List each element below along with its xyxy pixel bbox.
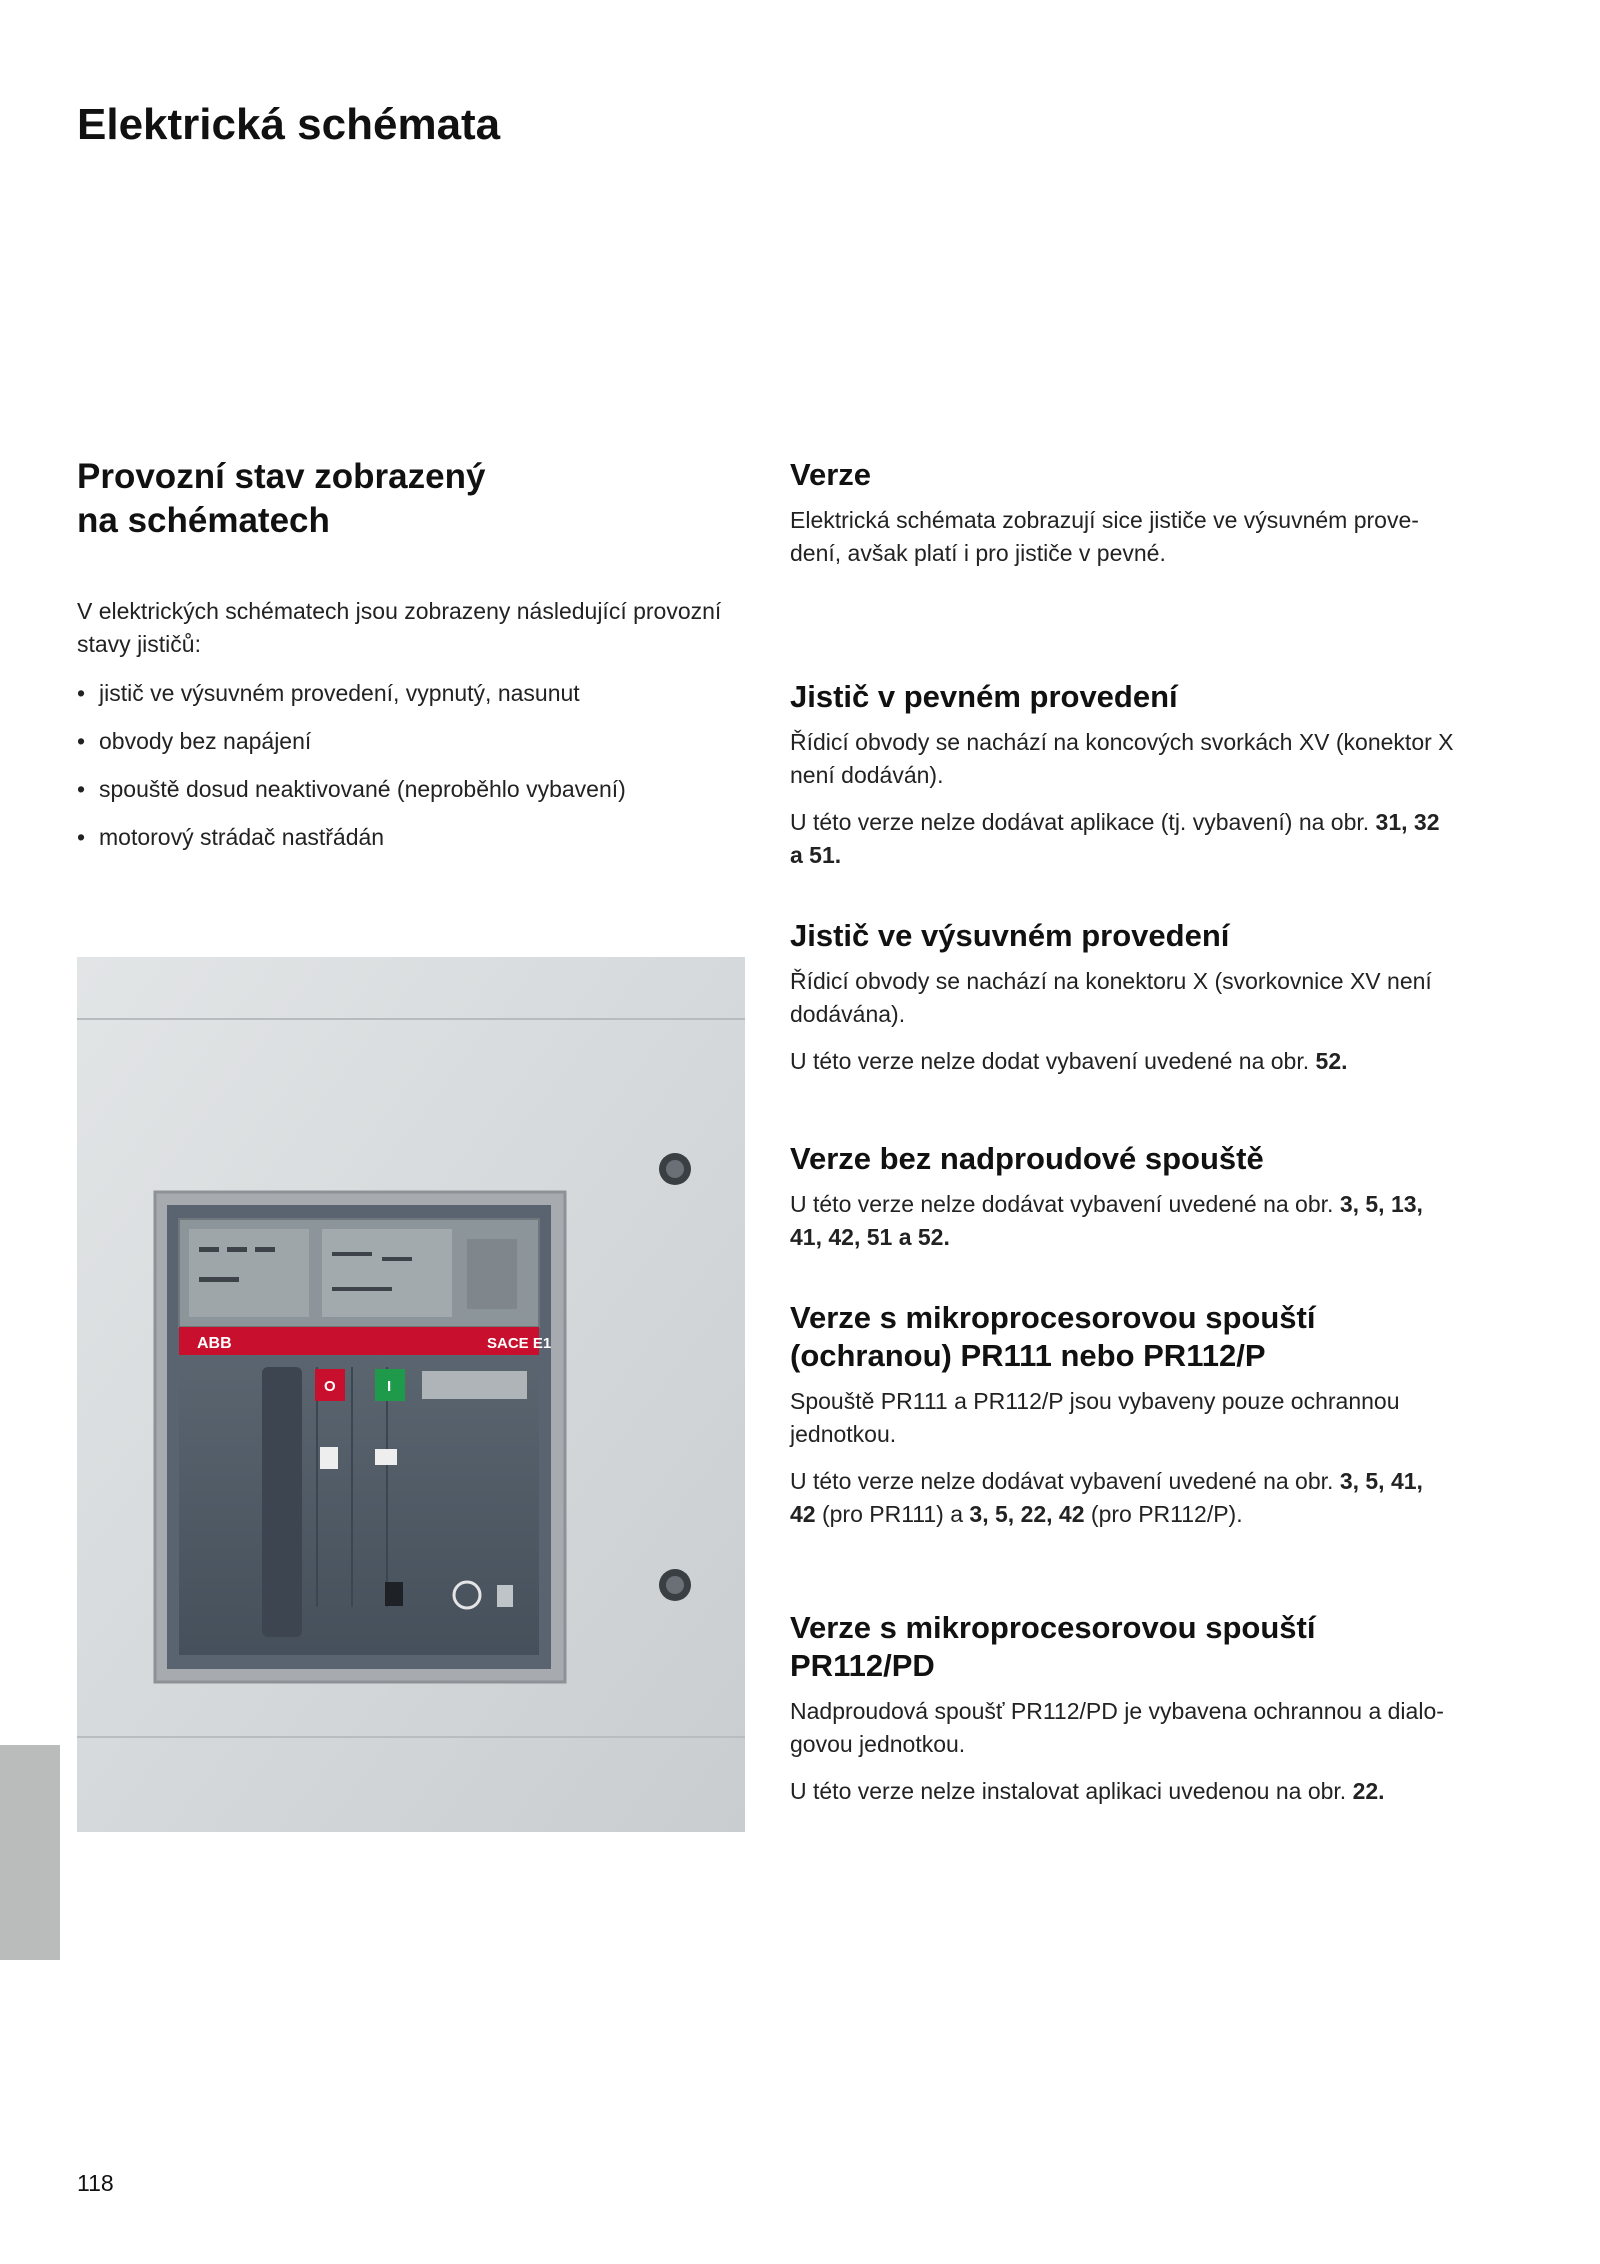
list-item: • motorový strádač nastřádán [77,824,385,850]
withdrawable-text-1: Řídicí obvody se nachází na konektoru X (svorkovnice XV není dodávána). [790,968,1432,1027]
pr111-text-2: U této verze nelze dodávat vybavení uvedené na obr. 3, 5, 41, 42 (pro PR111) a 3, 5, 22, 42 (pro PR112/P). [790,1468,1423,1527]
page-title: Elektrická schémata [77,100,501,149]
screw-icon [659,1569,691,1601]
section-fixed [790,678,1462,886]
page-number: 118 [77,2170,114,2196]
section-versions [790,456,1462,584]
brand-band [179,1327,539,1355]
list-item: • obvody bez napájení [77,728,312,754]
fixed-text-1: Řídicí obvody se nachází na koncových svorkách XV (konektor X není dodáván). [790,729,1454,788]
abb-logo: ABB [197,1335,232,1352]
state-list [77,677,749,854]
operating-state-section [77,455,749,869]
intro-text: V elektrických schématech jsou zobrazeny následující provozní stavy jističů: [77,598,722,657]
model-label: SACE E1 [487,1335,552,1352]
pr112pd-text-2: U této verze nelze instalovat aplikaci uvedenou na obr. 22. [790,1778,1385,1804]
breaker-illustration [77,957,745,1832]
side-tab [0,1745,60,1960]
pr112pd-heading: Verze s mikroprocesorovou spouští PR112/PD [790,1610,1316,1683]
heading-line-1: Provozní stav zobrazený [77,457,486,496]
withdrawable-heading: Jistič ve výsuvném provedení [790,918,1230,953]
fixed-text-2: U této verze nelze dodávat aplikace (tj. vybavení) na obr. 31, 32 a 51. [790,809,1440,868]
pr111-heading: Verze s mikroprocesorovou spouští (ochranou) PR111 nebo PR112/P [790,1300,1316,1373]
versions-heading: Verze [790,457,872,492]
pr112pd-text-1: Nadproudová spoušť PR112/PD je vybavena ochrannou a dialo- govou jednotkou. [790,1698,1444,1757]
list-item: • jistič ve výsuvném provedení, vypnutý, nasunut [77,680,580,706]
fixed-heading: Jistič v pevném provedení [790,679,1178,714]
list-item: • spouště dosud neaktivované (neproběhlo vybavení) [77,776,626,802]
section-withdrawable [790,917,1462,1092]
section-pr111-pr112p [790,1299,1462,1545]
handle [262,1367,302,1637]
off-label: O [324,1378,336,1395]
versions-text: Elektrická schémata zobrazují sice jističe ve výsuvném prove- dení, avšak platí i pro jističe v pevné. [790,507,1419,566]
screw-icon [659,1153,691,1185]
breaker-photo [77,957,745,1832]
on-label: I [387,1378,392,1395]
section-no-overcurrent [790,1140,1462,1268]
pr111-text-1: Spouště PR111 a PR112/P jsou vybaveny pouze ochrannou jednotkou. [790,1388,1400,1447]
operating-state-heading [77,455,749,543]
no-overcurrent-text: U této verze nelze dodávat vybavení uvedené na obr. 3, 5, 13, 41, 42, 51 a 52. [790,1191,1423,1250]
section-pr112pd [790,1609,1462,1822]
no-overcurrent-heading: Verze bez nadproudové spouště [790,1141,1264,1176]
withdrawable-text-2: U této verze nelze dodat vybavení uvedené na obr. 52. [790,1048,1348,1074]
heading-line-2: na schématech [77,501,330,540]
